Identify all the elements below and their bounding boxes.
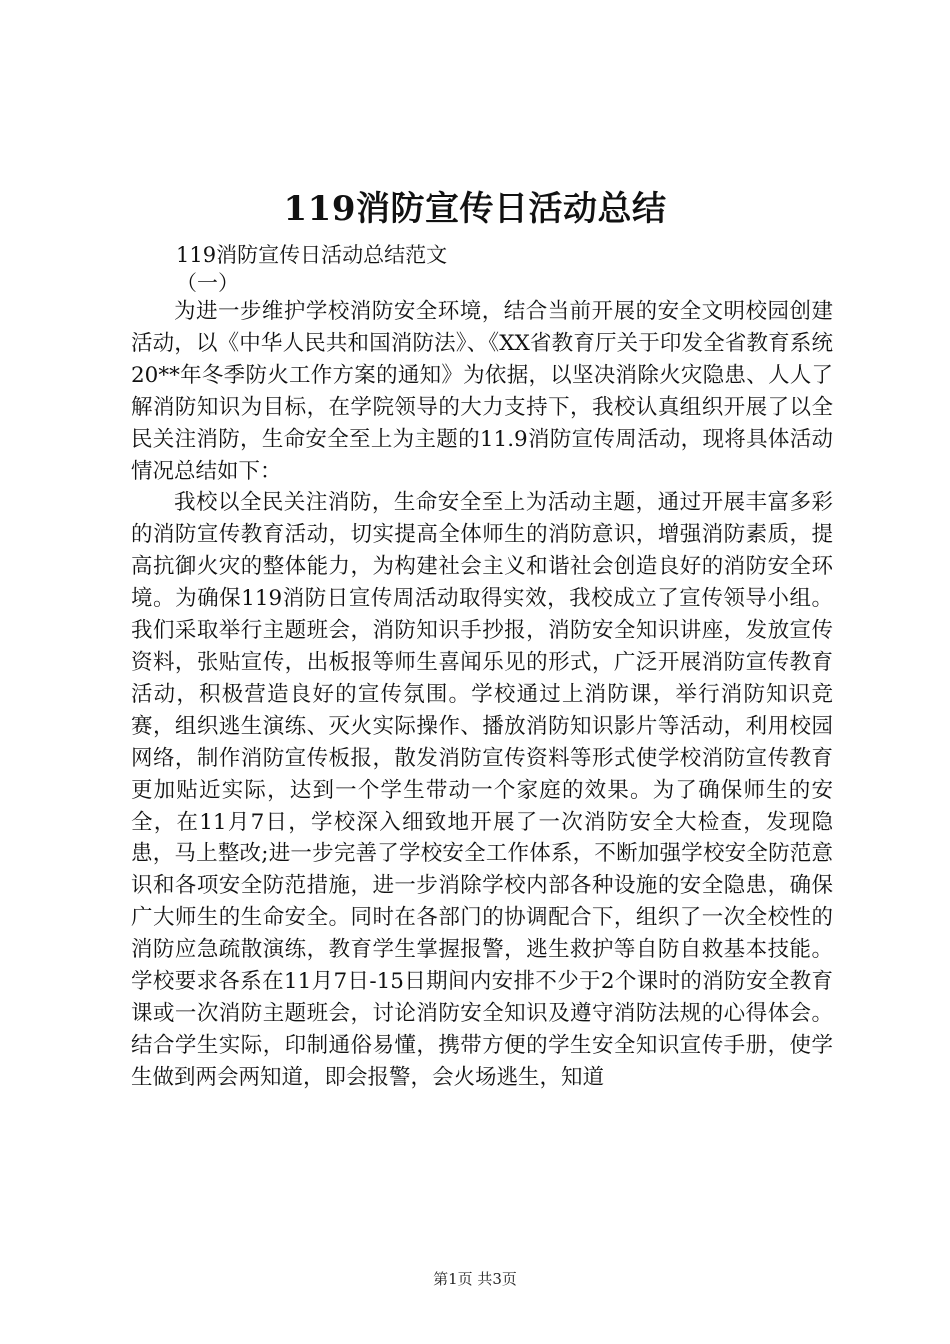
section-label: （一）: [176, 271, 239, 295]
paragraph: 我校以全民关注消防，生命安全至上为活动主题，通过开展丰富多彩的消防宣传教育活动，切实提高全体师生的消防意识，增强消防素质，提高抗御火灾的整体能力，为构建社会主义和谐社会创造良好的消防安全环境。为确保119消防日宣传周活动取得实效，我校成立了宣传领导小组。我们采取举行主题班会，消防知识手抄报，消防安全知识讲座，发放宣传资料，张贴宣传，出板报等师生喜闻乐见的形式，广泛开展消防宣传教育活动，积极营造良好的宣传氛围。学校通过上消防课，举行消防知识竞赛，组织逃生演练、灭火实际操作、播放消防知识影片等活动，利用校园网络，制作消防宣传板报，散发消防宣传资料等形式使学校消防宣传教育更加贴近实际，达到一个学生带动一个家庭的效果。为了确保师生的安全，在11月7日，学校深入细致地开展了一次消防安全大检查，发现隐患，马上整改;进一步完善了学校安全工作体系，不断加强学校安全防范意识和各项安全防范措施，进一步消除学校内部各种设施的安全隐患，确保广大师生的生命安全。同时在各部门的协调配合下，组织了一次全校性的消防应急疏散演练，教育学生掌握报警，逃生救护等自防自救基本技能。学校要求各系在11月7日-15日期间内安排不少于2个课时的消防安全教育课或一次消防主题班会，讨论消防安全知识及遵守消防法规的心得体会。结合学生实际，印制通俗易懂，携带方便的学生安全知识宣传手册，使学生做到两会两知道，即会报警，会火场逃生，知道: [131, 490, 833, 1090]
document-subtitle: 119消防宣传日活动总结范文: [176, 243, 448, 267]
page-footer: 第1页 共3页: [433, 1270, 517, 1288]
document-title: 119消防宣传日活动总结: [283, 189, 667, 229]
document-body: [131, 296, 833, 1094]
paragraph: 为进一步维护学校消防安全环境，结合当前开展的安全文明校园创建活动，以《中华人民共和国消防法》、《XX省教育厅关于印发全省教育系统20**年冬季防火工作方案的通知》为依据，以坚决消除火灾隐患、人人了解消防知识为目标，在学院领导的大力支持下，我校认真组织开展了以全民关注消防，生命安全至上为主题的11.9消防宣传周活动，现将具体活动情况总结如下：: [131, 299, 833, 484]
